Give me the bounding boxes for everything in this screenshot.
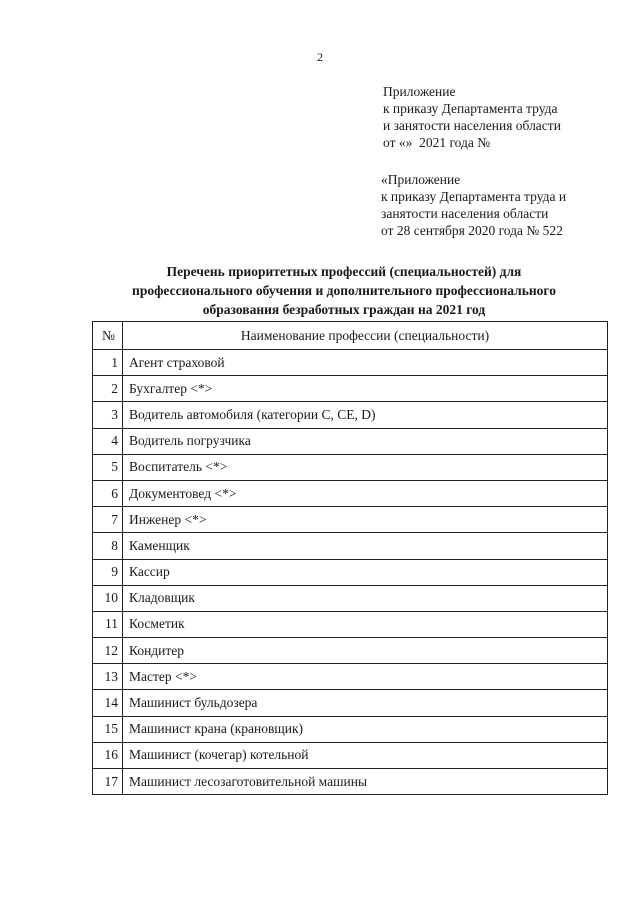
row-profession: Воспитатель <*> (123, 454, 608, 480)
table-row (93, 402, 608, 428)
order-mid: » (405, 135, 413, 150)
row-number: 3 (93, 402, 123, 428)
row-number: 15 (93, 716, 123, 742)
table-row (93, 428, 608, 454)
table-row (93, 690, 608, 716)
table-row (93, 507, 608, 533)
base-appendix-line-3: от 28 сентября 2020 года № 522 (381, 223, 563, 238)
table-row (93, 585, 608, 611)
order-date-line (383, 134, 561, 151)
table-row (93, 664, 608, 690)
table-row (93, 638, 608, 664)
table-row (93, 611, 608, 637)
table-header-row (93, 322, 608, 350)
row-number: 4 (93, 428, 123, 454)
row-number: 8 (93, 533, 123, 559)
base-appendix-line-2: занятости населения области (381, 206, 549, 221)
title-line-1: Перечень приоритетных профессий (специальностей) для (166, 264, 522, 279)
row-profession: Машинист (кочегар) котельной (123, 742, 608, 768)
document-title (80, 262, 608, 319)
row-profession: Инженер <*> (123, 507, 608, 533)
row-profession: Кассир (123, 559, 608, 585)
base-appendix-title: «Приложение (381, 172, 461, 187)
table-row (93, 742, 608, 768)
appendix-line-2: и занятости населения области (383, 118, 561, 133)
order-prefix: от « (383, 135, 406, 150)
table-row (93, 559, 608, 585)
row-number: 7 (93, 507, 123, 533)
table-row (93, 480, 608, 506)
row-number: 13 (93, 664, 123, 690)
row-profession: Бухгалтер <*> (123, 376, 608, 402)
row-number: 1 (93, 350, 123, 376)
row-profession: Документовед <*> (123, 480, 608, 506)
row-profession: Косметик (123, 611, 608, 637)
professions-table (92, 321, 608, 795)
row-number: 9 (93, 559, 123, 585)
row-number: 5 (93, 454, 123, 480)
row-number: 2 (93, 376, 123, 402)
row-profession: Машинист лесозаготовительной машины (123, 769, 608, 795)
base-appendix-line-1: к приказу Департамента труда и (381, 189, 567, 204)
title-line-3: образования безработных граждан на 2021 год (202, 302, 486, 317)
row-profession: Каменщик (123, 533, 608, 559)
row-number: 11 (93, 611, 123, 637)
row-profession: Агент страховой (123, 350, 608, 376)
table-row (93, 533, 608, 559)
base-appendix-block (381, 171, 566, 239)
row-profession: Кладовщик (123, 585, 608, 611)
page-number: 2 (317, 50, 323, 64)
row-profession: Водитель погрузчика (123, 428, 608, 454)
table-row (93, 454, 608, 480)
title-line-2: профессионального обучения и дополнительного профессионального (132, 283, 556, 298)
row-profession: Машинист бульдозера (123, 690, 608, 716)
row-profession: Машинист крана (крановщик) (123, 716, 608, 742)
table-row (93, 376, 608, 402)
appendix-block (383, 83, 561, 151)
row-profession: Мастер <*> (123, 664, 608, 690)
row-number: 14 (93, 690, 123, 716)
row-number: 6 (93, 480, 123, 506)
order-year: 2021 года № (419, 135, 491, 150)
table-row (93, 769, 608, 795)
appendix-title: Приложение (383, 84, 456, 99)
header-number: № (93, 322, 123, 350)
row-number: 12 (93, 638, 123, 664)
row-number: 17 (93, 769, 123, 795)
row-profession: Водитель автомобиля (категории С, СЕ, D) (123, 402, 608, 428)
table-row (93, 350, 608, 376)
appendix-line-1: к приказу Департамента труда (383, 101, 558, 116)
table-row (93, 716, 608, 742)
row-number: 10 (93, 585, 123, 611)
row-number: 16 (93, 742, 123, 768)
row-profession: Кондитер (123, 638, 608, 664)
header-name: Наименование профессии (специальности) (123, 322, 608, 350)
